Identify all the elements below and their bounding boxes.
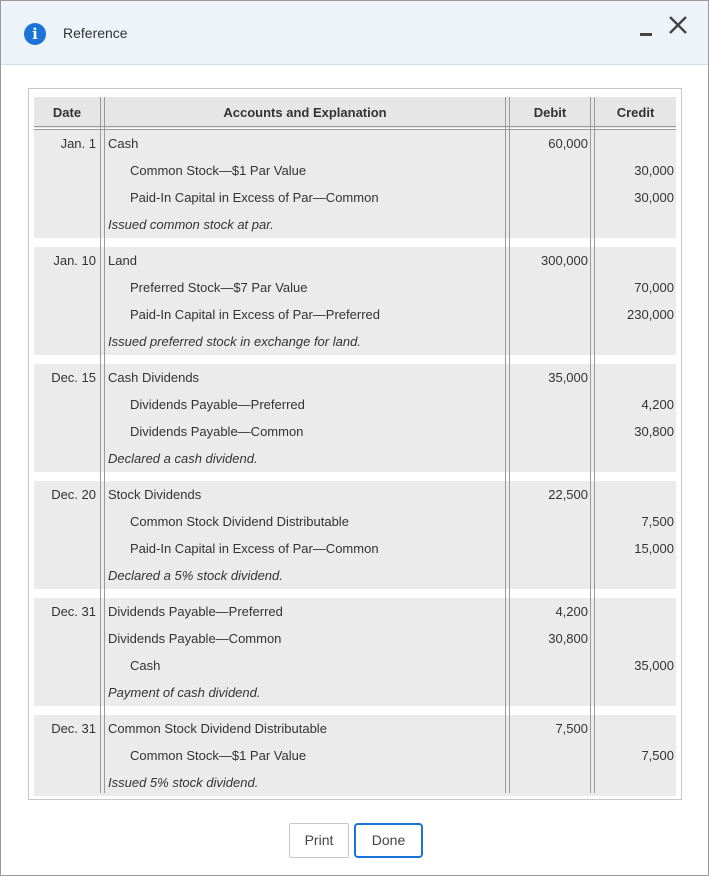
account-name: Paid-In Capital in Excess of Par—Common	[130, 541, 379, 556]
close-icon	[664, 11, 692, 39]
debit-amount: 30,800	[548, 631, 588, 646]
entry-explanation: Issued preferred stock in exchange for land.	[108, 334, 361, 349]
credit-amount: 4,200	[641, 397, 674, 412]
journal-entry	[34, 481, 676, 589]
credit-amount: 15,000	[634, 541, 674, 556]
account-name: Paid-In Capital in Excess of Par—Preferred	[130, 307, 380, 322]
header-credit: Credit	[616, 105, 655, 120]
minimize-button[interactable]	[637, 13, 657, 43]
credit-amount: 35,000	[634, 658, 674, 673]
entry-date: Jan. 1	[60, 136, 96, 151]
account-name: Common Stock—$1 Par Value	[130, 163, 307, 178]
table-row	[34, 211, 676, 238]
journal-entry	[34, 130, 676, 238]
table-row	[34, 679, 676, 706]
table-row	[34, 508, 676, 535]
table-row	[34, 157, 676, 184]
account-name: Preferred Stock—$7 Par Value	[130, 280, 308, 295]
debit-amount: 300,000	[541, 253, 588, 268]
debit-amount: 7,500	[555, 721, 588, 736]
journal-entry	[34, 247, 676, 355]
table-header	[34, 97, 676, 128]
account-name: Paid-In Capital in Excess of Par—Common	[130, 190, 379, 205]
journal-entry	[34, 598, 676, 706]
entry-explanation: Issued common stock at par.	[108, 217, 274, 232]
entry-date: Dec. 15	[51, 370, 96, 385]
dialog-title: Reference	[63, 25, 128, 41]
done-button[interactable]: Done	[354, 823, 423, 858]
entry-date: Jan. 10	[53, 253, 96, 268]
entry-date: Dec. 31	[51, 721, 96, 736]
table-row	[34, 769, 676, 796]
debit-amount: 60,000	[548, 136, 588, 151]
account-name: Dividends Payable—Preferred	[108, 604, 283, 619]
header-accounts: Accounts and Explanation	[223, 105, 387, 120]
table-row	[34, 625, 676, 652]
table-row	[34, 535, 676, 562]
account-name: Dividends Payable—Common	[108, 631, 282, 646]
account-name: Dividends Payable—Common	[130, 424, 304, 439]
entry-date: Dec. 31	[51, 604, 96, 619]
account-name: Stock Dividends	[108, 487, 202, 502]
table-row	[34, 598, 676, 625]
table-row	[34, 301, 676, 328]
account-name: Dividends Payable—Preferred	[130, 397, 305, 412]
header-date: Date	[52, 105, 82, 120]
credit-amount: 230,000	[627, 307, 674, 322]
table-row	[34, 562, 676, 589]
table-row	[34, 652, 676, 679]
entry-explanation: Declared a 5% stock dividend.	[108, 568, 283, 583]
account-name: Cash Dividends	[108, 370, 200, 385]
column-divider-date	[100, 97, 105, 793]
account-name: Cash	[130, 658, 161, 673]
table-row	[34, 364, 676, 391]
account-name: Common Stock Dividend Distributable	[108, 721, 327, 736]
table-row	[34, 742, 676, 769]
journal-entry	[34, 364, 676, 472]
entry-explanation: Declared a cash dividend.	[108, 451, 258, 466]
credit-amount: 30,000	[634, 190, 674, 205]
table-row	[34, 247, 676, 274]
table-row	[34, 130, 676, 157]
close-button[interactable]	[664, 11, 692, 39]
entry-date: Dec. 20	[51, 487, 96, 502]
account-name: Common Stock Dividend Distributable	[130, 514, 349, 529]
credit-amount: 70,000	[634, 280, 674, 295]
table-row	[34, 391, 676, 418]
dialog-titlebar	[1, 1, 708, 65]
account-name: Land	[108, 253, 137, 268]
debit-amount: 22,500	[548, 487, 588, 502]
table-row	[34, 184, 676, 211]
table-row	[34, 328, 676, 355]
credit-amount: 7,500	[641, 748, 674, 763]
credit-amount: 30,000	[634, 163, 674, 178]
header-divider	[34, 126, 676, 130]
print-button[interactable]: Print	[289, 823, 349, 858]
credit-amount: 7,500	[641, 514, 674, 529]
entry-explanation: Issued 5% stock dividend.	[108, 775, 259, 790]
table-row	[34, 418, 676, 445]
table-row	[34, 445, 676, 472]
account-name: Cash	[108, 136, 139, 151]
table-row	[34, 274, 676, 301]
journal-table-panel	[28, 88, 682, 800]
account-name: Common Stock—$1 Par Value	[130, 748, 307, 763]
table-row	[34, 481, 676, 508]
column-divider-debit	[590, 97, 595, 793]
debit-amount: 4,200	[555, 604, 588, 619]
entry-explanation: Payment of cash dividend.	[108, 685, 261, 700]
table-row	[34, 715, 676, 742]
credit-amount: 30,800	[634, 424, 674, 439]
journal-entry	[34, 715, 676, 796]
column-divider-accounts	[505, 97, 510, 793]
minimize-icon	[640, 33, 652, 36]
info-icon: i	[24, 23, 46, 45]
debit-amount: 35,000	[548, 370, 588, 385]
header-debit: Debit	[533, 105, 567, 120]
